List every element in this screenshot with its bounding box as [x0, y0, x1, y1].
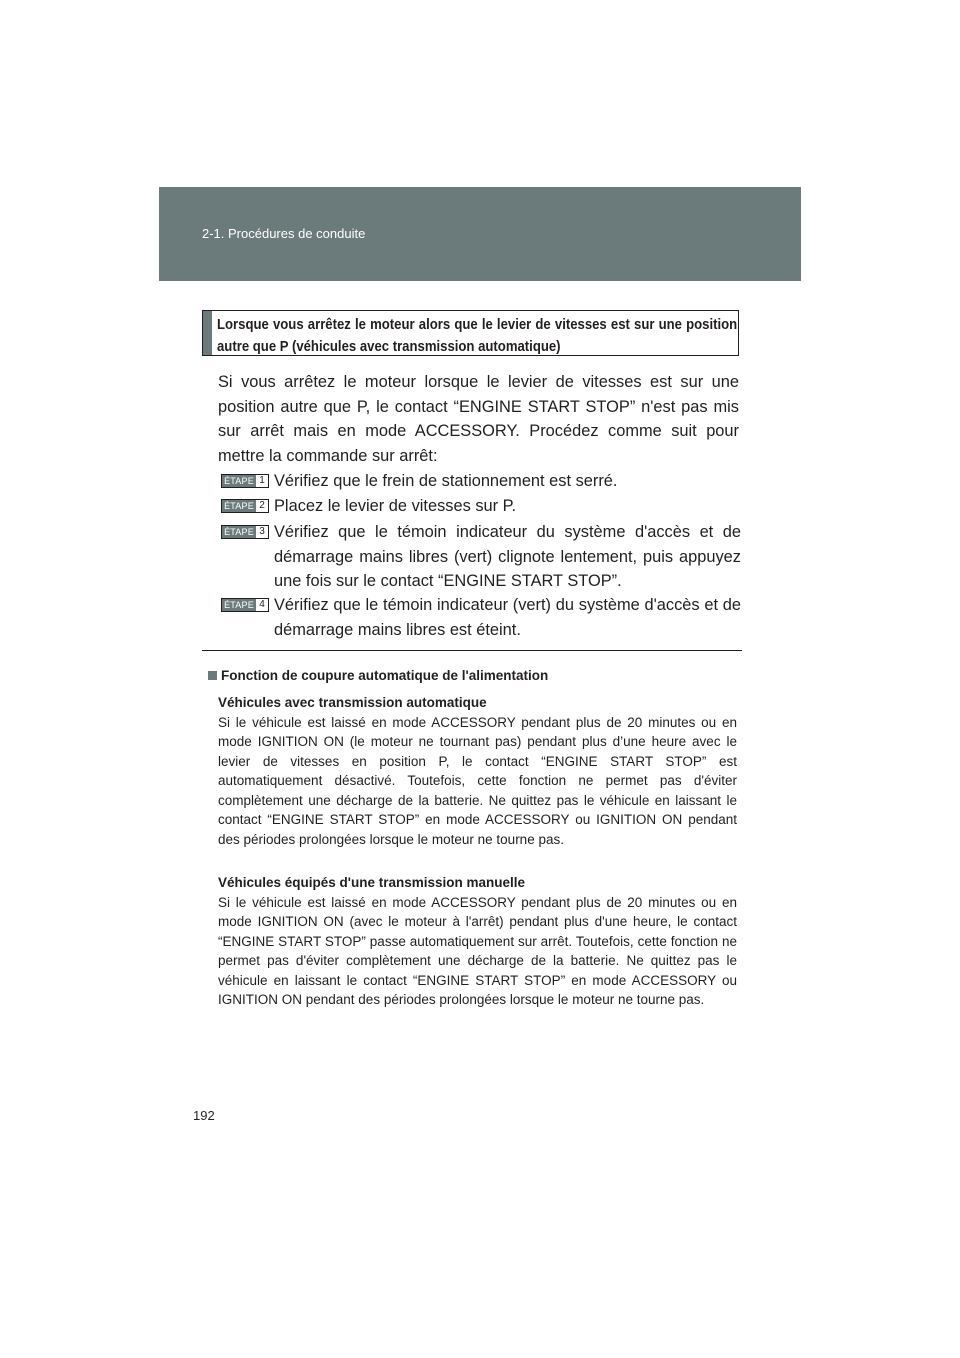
step-badge-label: ÉTAPE [222, 475, 256, 487]
step-badge-number: 1 [256, 475, 268, 487]
step-1 [221, 469, 741, 494]
warning-box-accent-bar [203, 311, 212, 355]
step-4 [221, 593, 741, 642]
step-text: Vérifiez que le témoin indicateur (vert) du système d'accès et de démarrage mains libres est éteint. [274, 596, 741, 639]
subsection-title: Véhicules avec transmission automatique [218, 695, 487, 710]
warning-box-title: Lorsque vous arrêtez le moteur alors que le levier de vitesses est sur une position autre que P (véhicules avec transmission automatique) [217, 317, 738, 355]
note-subsection-manual [218, 873, 737, 1010]
step-badge-number: 2 [256, 500, 268, 512]
step-text: Placez le levier de vitesses sur P. [274, 497, 517, 515]
note-heading-text: Fonction de coupure automatique de l'alimentation [221, 668, 549, 683]
step-badge-label: ÉTAPE [222, 599, 256, 611]
divider [202, 650, 742, 651]
subsection-body: Si le véhicule est laissé en mode ACCESSORY pendant plus de 20 minutes ou en mode IGNITION ON (avec le moteur à l'arrêt) pendant plus d'une heure, le contact “ENGINE START STOP” passe automatiquement sur arrêt. Toutefois, cette fonction ne permet pas d'éviter complètement une décharge de la batterie. Ne quittez pas le véhicule en laissant le contact “ENGINE START STOP” en mode ACCESSORY ou IGNITION ON pendant des périodes prolongées lorsque le moteur ne tourne pas. [218, 894, 737, 1007]
step-badge-label: ÉTAPE [222, 500, 256, 512]
step-badge [221, 474, 269, 488]
note-subsection-automatic [218, 693, 737, 849]
square-bullet-icon [208, 671, 217, 680]
page-number: 192 [193, 1108, 215, 1123]
step-badge [221, 499, 269, 513]
step-badge [221, 598, 269, 612]
step-badge [221, 525, 269, 539]
step-badge-number: 4 [256, 599, 268, 611]
step-badge-label: ÉTAPE [222, 526, 256, 538]
step-text: Vérifiez que le témoin indicateur du système d'accès et de démarrage mains libres (vert) clignote lentement, puis appuyez une fois sur le contact “ENGINE START STOP”. [274, 523, 741, 590]
warning-box [202, 310, 739, 356]
step-badge-number: 3 [256, 526, 268, 538]
step-3 [221, 520, 741, 594]
step-2 [221, 494, 741, 519]
subsection-title: Véhicules équipés d'une transmission manuelle [218, 875, 526, 890]
section-header [159, 187, 801, 281]
intro-paragraph: Si vous arrêtez le moteur lorsque le levier de vitesses est sur une position autre que P, le contact “ENGINE START STOP” n'est pas mis sur arrêt mais en mode ACCESSORY. Procédez comme suit pour mettre la commande sur arrêt: [218, 373, 739, 465]
section-title: 2-1. Procédures de conduite [202, 226, 366, 241]
step-text: Vérifiez que le frein de stationnement est serré. [274, 472, 618, 490]
subsection-body: Si le véhicule est laissé en mode ACCESSORY pendant plus de 20 minutes ou en mode IGNITION ON (le moteur ne tournant pas) pendant plus d’une heure avec le levier de vitesses en position P, le contact “ENGINE START STOP” est automatiquement désactivé. Toutefois, cette fonction ne permet pas d'éviter complètement une décharge de la batterie. Ne quittez pas le véhicule en laissant le contact “ENGINE START STOP” en mode ACCESSORY ou IGNITION ON pendant des périodes prolongées lorsque le moteur ne tourne pas. [218, 714, 737, 847]
note-heading [208, 667, 548, 685]
